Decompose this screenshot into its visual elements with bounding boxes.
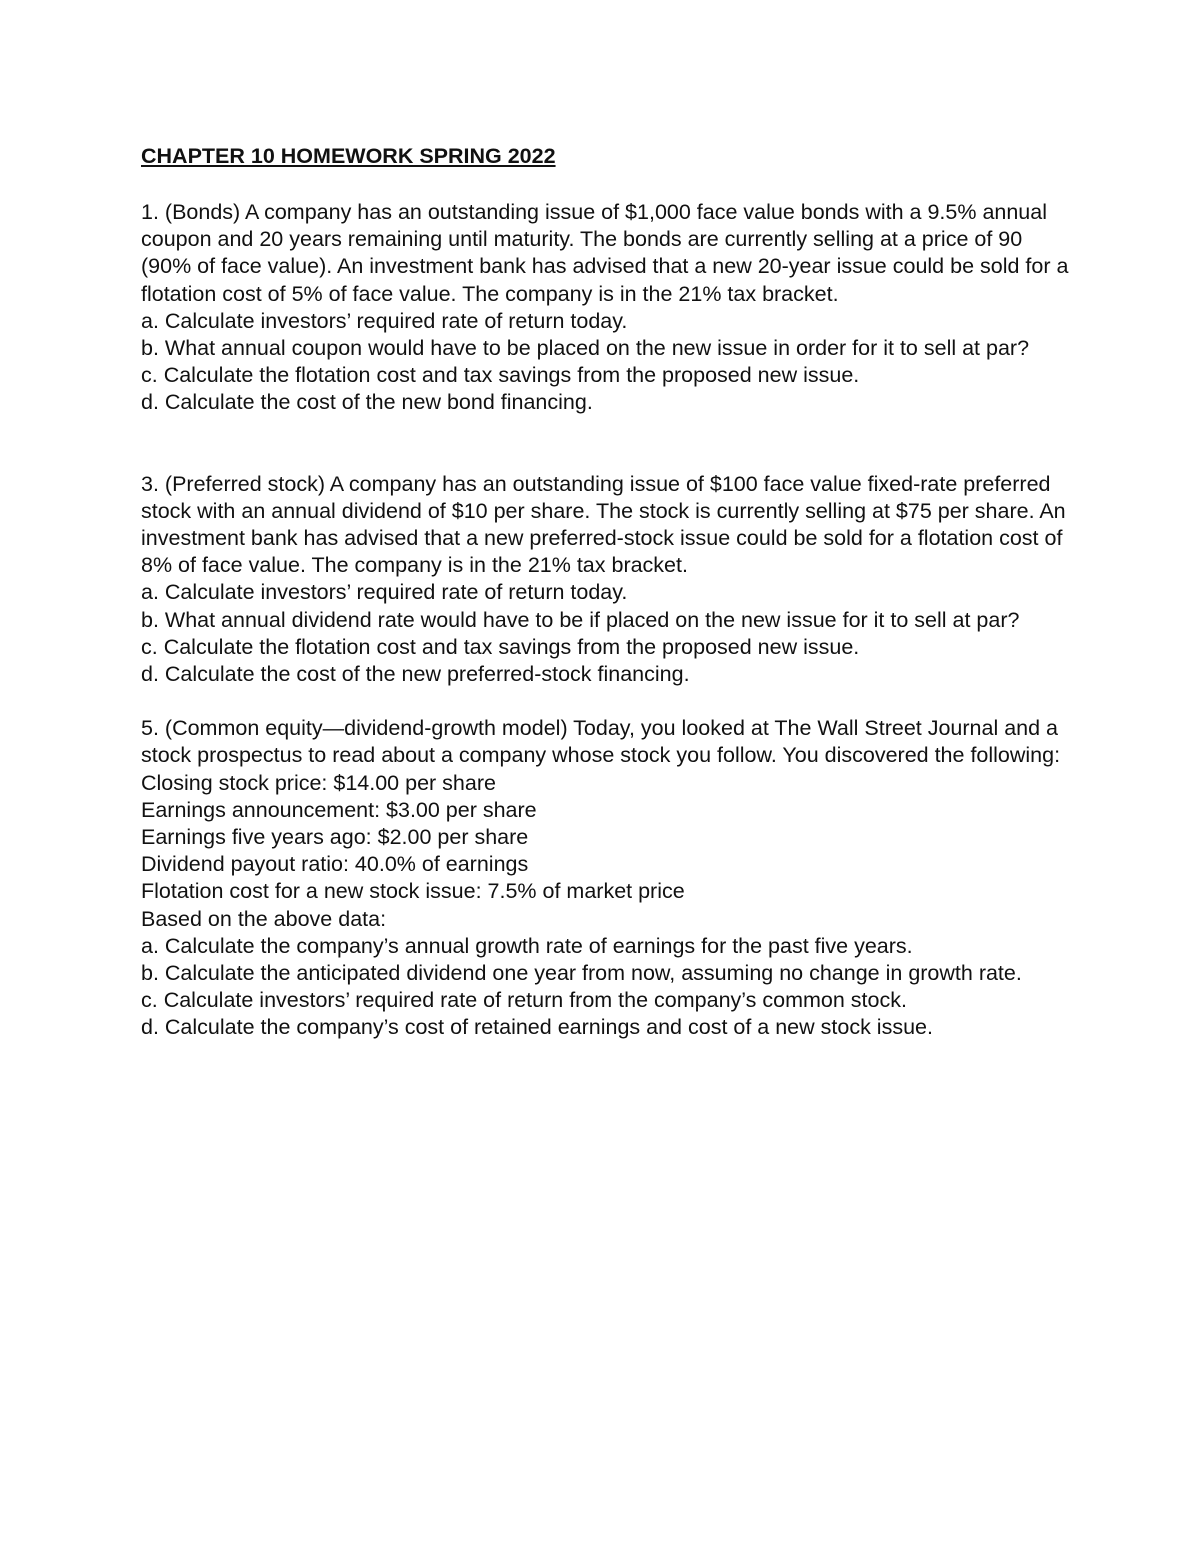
question-1-part-a: a. Calculate investors’ required rate of return today. — [141, 308, 628, 333]
question-3-part-a: a. Calculate investors’ required rate of return today. — [141, 580, 628, 605]
question-3-part-b: b. What annual dividend rate would have to be if placed on the new issue for it to sell at par? — [141, 607, 1020, 632]
question-3 — [141, 471, 1071, 689]
question-3-part-d: d. Calculate the cost of the new preferred-stock financing. — [141, 662, 690, 687]
question-5-fact-flotation-cost: Flotation cost for a new stock issue: 7.5% of market price — [141, 879, 685, 904]
question-5-part-d: d. Calculate the company’s cost of retained earnings and cost of a new stock issue. — [141, 1015, 933, 1040]
question-3-text: 3. (Preferred stock) A company has an outstanding issue of $100 face value fixed-rate preferred stock with an annual dividend of $10 per share. The stock is currently selling at $75 per share. An investment bank has advised that a new preferred-stock issue could be sold for a flotation cost of 8% of face value. The company is in the 21% tax bracket. — [141, 471, 1066, 578]
question-5-fact-closing-price: Closing stock price: $14.00 per share — [141, 770, 496, 795]
question-5-fact-payout-ratio: Dividend payout ratio: 40.0% of earnings — [141, 852, 529, 877]
question-5-part-c: c. Calculate investors’ required rate of return from the company’s common stock. — [141, 988, 907, 1013]
question-1 — [141, 199, 1071, 417]
document-page — [141, 140, 1071, 1042]
question-1-part-b: b. What annual coupon would have to be placed on the new issue in order for it to sell at par? — [141, 336, 1030, 361]
question-1-part-c: c. Calculate the flotation cost and tax savings from the proposed new issue. — [141, 363, 860, 388]
question-1-part-d: d. Calculate the cost of the new bond financing. — [141, 390, 593, 415]
spacer — [141, 688, 1071, 715]
question-5-fact-based-on: Based on the above data: — [141, 906, 387, 931]
question-5-fact-earnings: Earnings announcement: $3.00 per share — [141, 797, 537, 822]
question-5 — [141, 715, 1071, 1041]
question-3-part-c: c. Calculate the flotation cost and tax savings from the proposed new issue. — [141, 634, 860, 659]
spacer — [141, 417, 1071, 471]
question-5-part-a: a. Calculate the company’s annual growth rate of earnings for the past five years. — [141, 933, 913, 958]
question-5-fact-earnings-five-years-ago: Earnings five years ago: $2.00 per share — [141, 825, 529, 850]
question-5-part-b: b. Calculate the anticipated dividend one year from now, assuming no change in growth rate. — [141, 961, 1022, 986]
question-1-text: 1. (Bonds) A company has an outstanding issue of $1,000 face value bonds with a 9.5% annual coupon and 20 years remaining until maturity. The bonds are currently selling at a price of 90 (90% of face value). An investment bank has advised that a new 20-year issue could be sold for a flotation cost of 5% of face value. The company is in the 21% tax bracket. — [141, 200, 1069, 306]
question-5-text: 5. (Common equity—dividend-growth model) Today, you looked at The Wall Street Journal and a stock prospectus to read about a company whose stock you follow. You discovered the following: — [141, 716, 1061, 768]
document-title: CHAPTER 10 HOMEWORK SPRING 2022 — [141, 144, 556, 168]
